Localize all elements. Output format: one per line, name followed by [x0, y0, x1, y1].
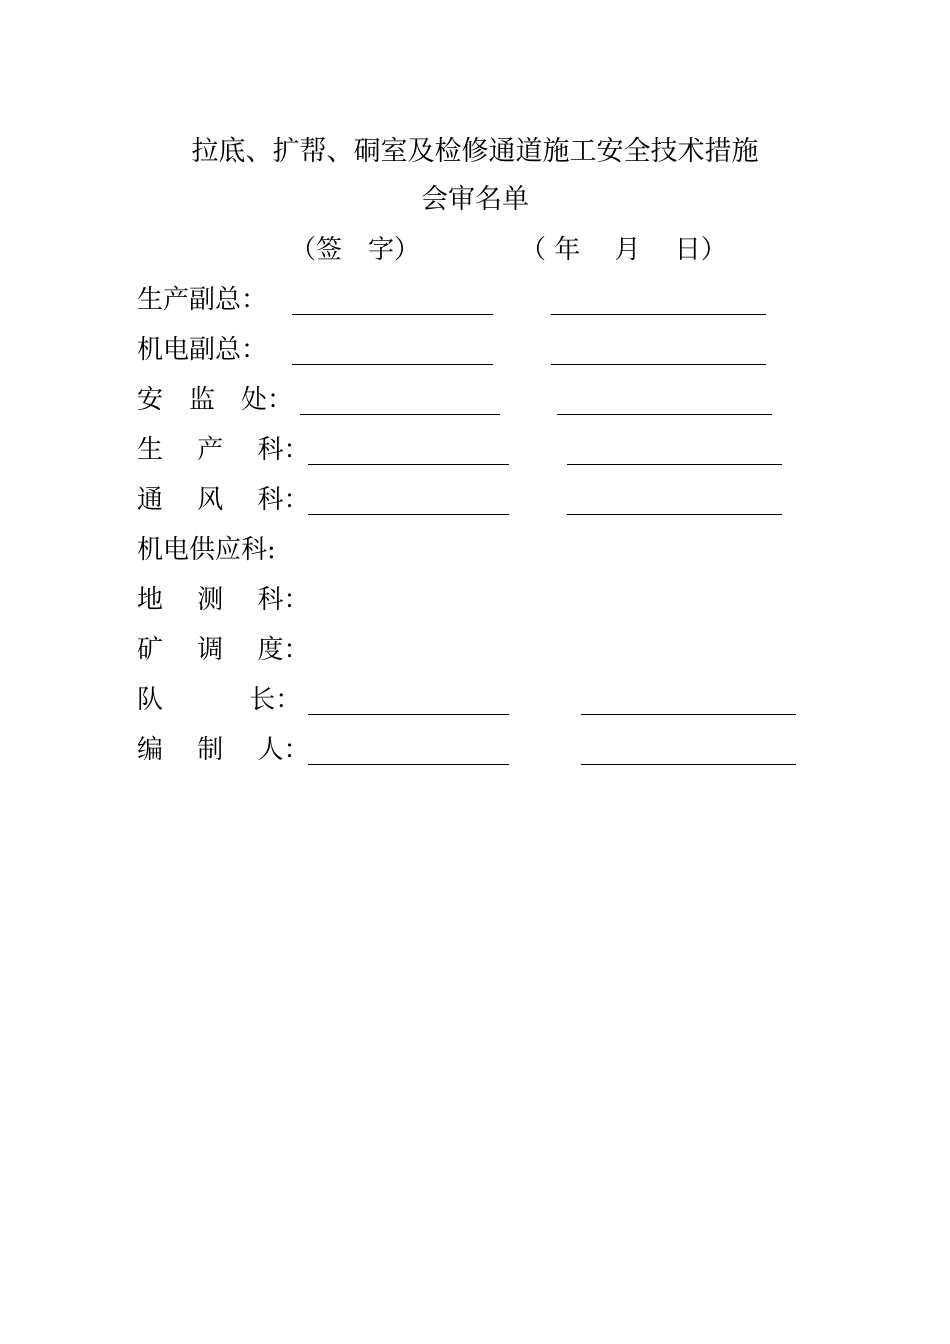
row-label-safety-office: 安 监 处： [137, 385, 294, 415]
signature-line[interactable] [308, 464, 509, 465]
signature-line[interactable] [292, 364, 493, 365]
signature-line[interactable] [308, 764, 509, 765]
signature-line[interactable] [300, 414, 500, 415]
document-subtitle: 会审名单 [421, 184, 529, 215]
date-line[interactable] [581, 764, 796, 765]
row-label-electromechanical-deputy: 机电副总： [137, 335, 268, 365]
date-column-header: （ 年 月 日） [520, 235, 727, 265]
signature-line[interactable] [308, 714, 509, 715]
date-line[interactable] [567, 464, 782, 465]
signature-column-header: （签 字） [290, 235, 421, 265]
date-line[interactable] [557, 414, 772, 415]
signature-line[interactable] [308, 514, 509, 515]
date-line[interactable] [551, 314, 766, 315]
date-line[interactable] [551, 364, 766, 365]
row-label-ventilation-section: 通 风 科： [137, 485, 310, 515]
document-title: 拉底、扩帮、硐室及检修通道施工安全技术措施 [191, 136, 759, 167]
signature-line[interactable] [292, 314, 493, 315]
row-label-survey-section: 地 测 科： [137, 585, 310, 615]
date-line[interactable] [581, 714, 796, 715]
row-label-compiler: 编 制 人： [137, 735, 310, 765]
row-label-electromechanical-supply-section: 机电供应科: [137, 535, 276, 565]
row-label-team-leader: 队 长： [137, 685, 302, 715]
row-label-production-section: 生 产 科： [137, 435, 310, 465]
row-label-mine-dispatch: 矿 调 度： [137, 635, 310, 665]
date-line[interactable] [567, 514, 782, 515]
row-label-production-deputy: 生产副总： [137, 285, 268, 315]
